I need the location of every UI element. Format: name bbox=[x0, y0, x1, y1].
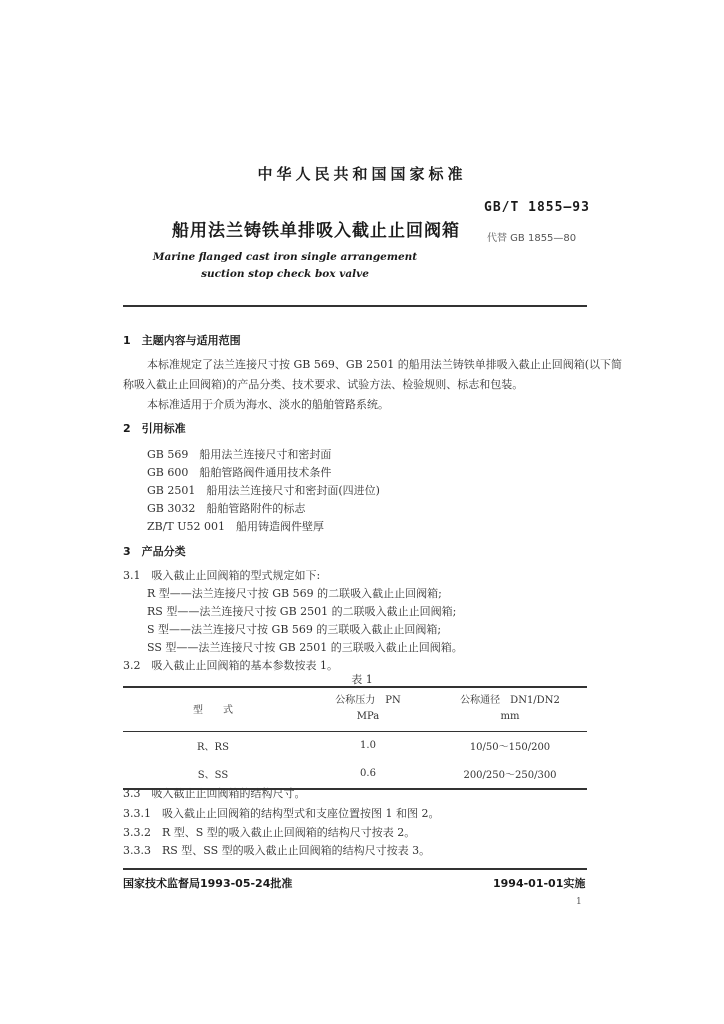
page-number: 1 bbox=[576, 897, 582, 907]
document-title-chinese: 船用法兰铸铁单排吸入截止止回阀箱 bbox=[172, 221, 460, 241]
table-row bbox=[123, 731, 587, 759]
section-3-1-intro: 3.1 吸入截止止回阀箱的型式规定如下: bbox=[123, 569, 321, 582]
standard-number: GB/T 1855—93 bbox=[484, 200, 590, 215]
cell-pressure: 0.6 bbox=[303, 759, 433, 789]
section-1-paragraph-2: 本标准适用于介质为海水、淡水的船舶管路系统。 bbox=[147, 398, 389, 411]
section-3-3: 3.3 吸入截止止回阀箱的结构尺寸。 bbox=[123, 787, 306, 800]
cell-type: S、SS bbox=[123, 759, 303, 789]
cell-diameter: 10/50～150/200 bbox=[469, 741, 551, 753]
header-nominal-pressure-unit: MPa bbox=[356, 710, 380, 722]
section-3-3-1: 3.3.1 吸入截止止回阀箱的结构型式和支座位置按图 1 和图 2。 bbox=[123, 807, 440, 820]
type-definition-item: S 型——法兰连接尺寸按 GB 569 的三联吸入截止止回阀箱; bbox=[147, 623, 442, 636]
type-definition-item: SS 型——法兰连接尺寸按 GB 2501 的三联吸入截止止回阀箱。 bbox=[147, 641, 463, 654]
replaces-standard: 代替 GB 1855—80 bbox=[487, 233, 577, 244]
header-nominal-diameter-unit: mm bbox=[500, 710, 520, 722]
reference-item: GB 2501 船用法兰连接尺寸和密封面(四进位) bbox=[147, 484, 380, 497]
national-standard-heading: 中华人民共和国国家标准 bbox=[257, 165, 467, 183]
document-title-english-line1: Marine flanged cast iron single arrangement bbox=[152, 251, 418, 263]
approval-date: 国家技术监督局1993-05-24批准 bbox=[123, 877, 293, 890]
reference-item: GB 600 船舶管路阀件通用技术条件 bbox=[147, 466, 332, 479]
header-divider bbox=[123, 305, 587, 307]
cell-pressure: 1.0 bbox=[360, 739, 376, 751]
section-1-heading: 1 主题内容与适用范围 bbox=[123, 334, 241, 347]
header-nominal-pressure-label: 公称压力 PN bbox=[335, 694, 401, 706]
reference-item: GB 3032 船舶管路附件的标志 bbox=[147, 502, 306, 515]
table-header-row bbox=[123, 687, 587, 731]
footer-divider bbox=[123, 868, 587, 870]
section-1-paragraph-line2: 称吸入截止止回阀箱)的产品分类、技术要求、试验方法、检验规则、标志和包装。 bbox=[123, 378, 524, 391]
section-1-paragraph-line1: 本标准规定了法兰连接尺寸按 GB 569、GB 2501 的船用法兰铸铁单排吸入截止止回阀箱(以下简 bbox=[147, 358, 623, 371]
section-3-3-3: 3.3.3 RS 型、SS 型的吸入截止止回阀箱的结构尺寸按表 3。 bbox=[123, 844, 431, 857]
document-title-english-line2: suction stop check box valve bbox=[201, 268, 369, 280]
header-nominal-pressure bbox=[303, 687, 433, 731]
section-3-2: 3.2 吸入截止止回阀箱的基本参数按表 1。 bbox=[123, 659, 338, 672]
cell-diameter: 200/250～250/300 bbox=[433, 759, 587, 789]
reference-item: GB 569 船用法兰连接尺寸和密封面 bbox=[147, 448, 332, 461]
reference-item: ZB/T U52 001 船用铸造阀件壁厚 bbox=[147, 520, 325, 533]
header-nominal-diameter-label: 公称通径 DN1/DN2 bbox=[460, 694, 560, 706]
section-3-3-2: 3.3.2 R 型、S 型的吸入截止止回阀箱的结构尺寸按表 2。 bbox=[123, 826, 416, 839]
cell-type: R、RS bbox=[197, 741, 229, 753]
table-1-caption: 表 1 bbox=[351, 673, 373, 686]
header-type: 型 式 bbox=[123, 687, 303, 731]
header-nominal-diameter bbox=[433, 687, 587, 731]
parameter-table bbox=[123, 687, 587, 790]
implementation-date: 1994-01-01实施 bbox=[493, 877, 586, 890]
type-definition-item: R 型——法兰连接尺寸按 GB 569 的二联吸入截止止回阀箱; bbox=[147, 587, 442, 600]
section-3-heading: 3 产品分类 bbox=[123, 545, 186, 558]
section-2-heading: 2 引用标准 bbox=[123, 422, 186, 435]
type-definition-item: RS 型——法兰连接尺寸按 GB 2501 的二联吸入截止止回阀箱; bbox=[147, 605, 457, 618]
